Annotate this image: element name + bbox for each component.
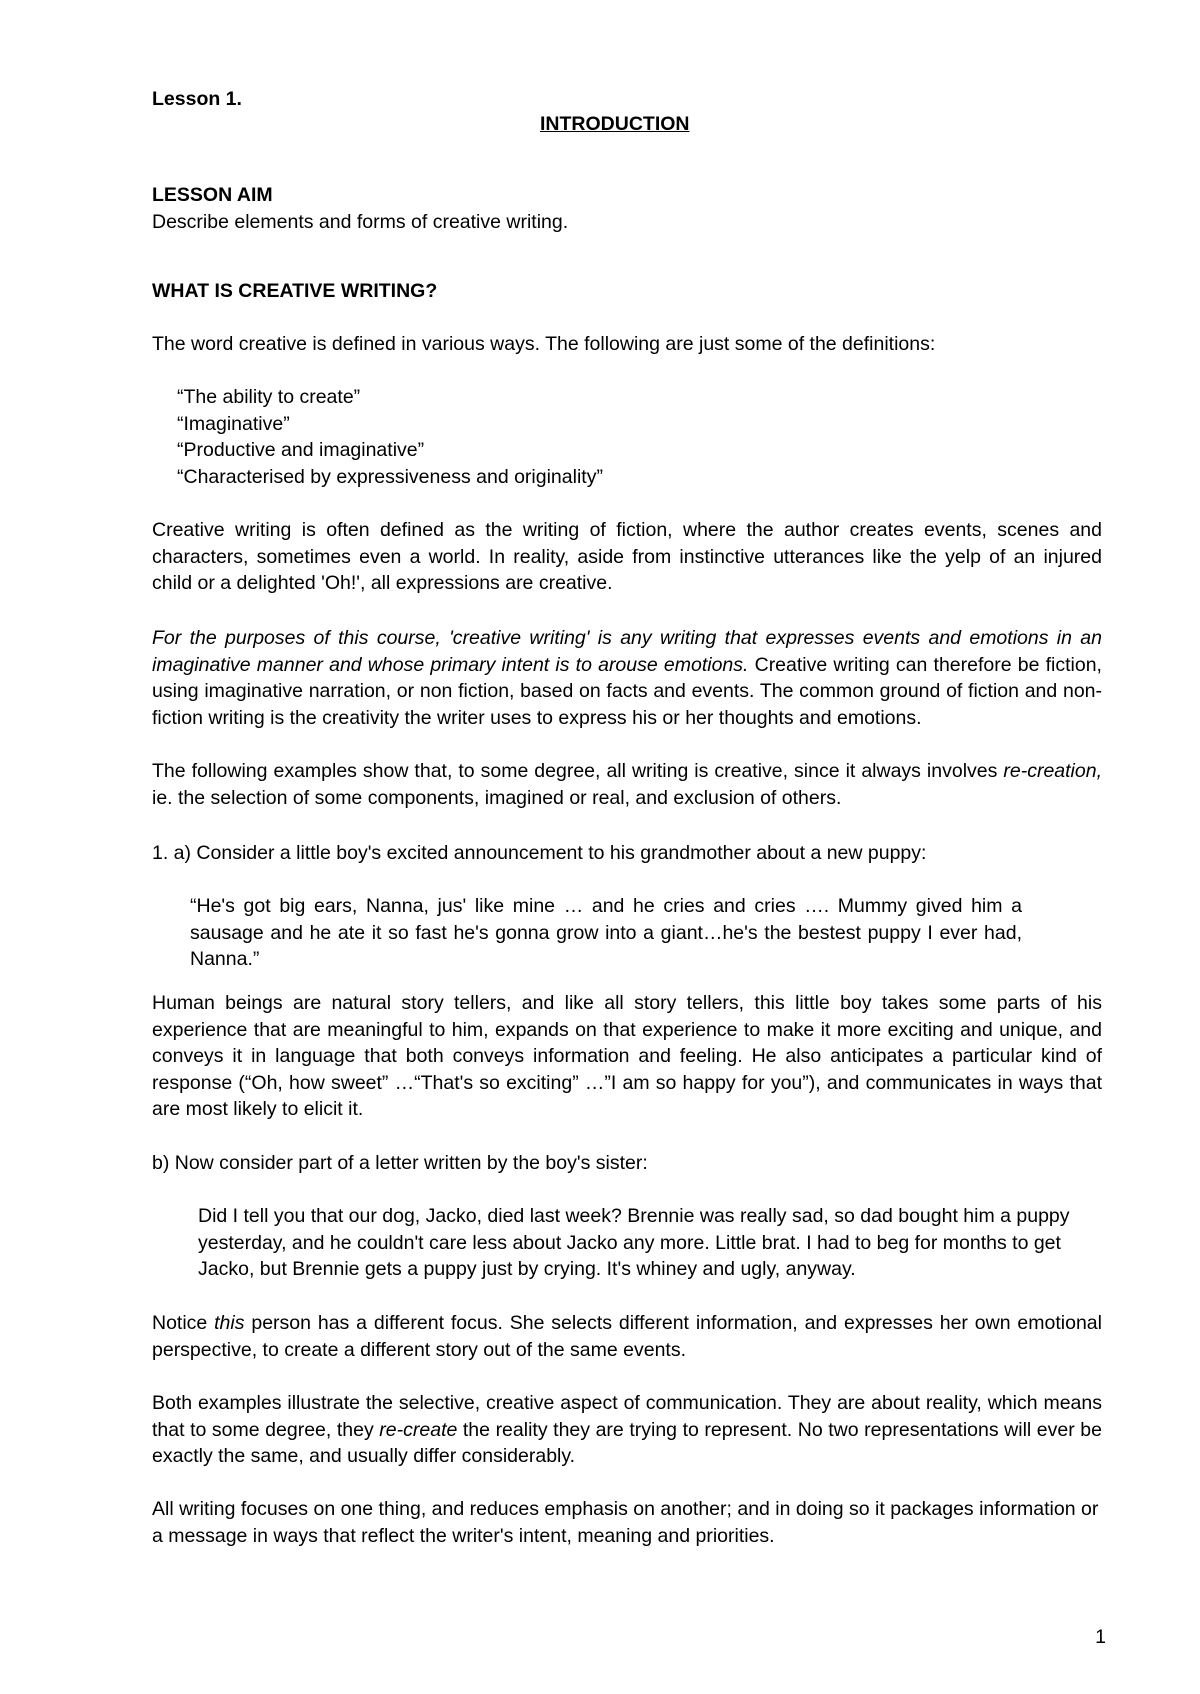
example-a-label: 1. a) Consider a little boy's excited announcement to his grandmother about a new puppy: [152,842,927,864]
both-examples-paragraph [152,1390,1102,1470]
notice-text-end: person has a different focus. She selects different information, and expresses her own emotional perspective, to create a different story out of the same events. [152,1312,1102,1361]
page-number: 1 [1095,1626,1106,1648]
example-b-label: b) Now consider part of a letter written by the boy's sister: [152,1152,648,1174]
definitions-list [177,384,603,490]
section-heading: WHAT IS CREATIVE WRITING? [152,280,438,302]
lesson-aim-text: Describe elements and forms of creative writing. [152,211,569,233]
examples-text-start: The following examples show that, to some degree, all writing is creative, since it always involves [152,760,1004,782]
both-text-start: Both examples illustrate the selective, creative aspect of communication. They are about reality, which means that to some degree, they [152,1392,1102,1441]
purpose-paragraph [152,625,1102,731]
storytellers-paragraph: Human beings are natural story tellers, and like all story tellers, this little boy takes some parts of his experience that are meaningful to him, expands on that experience to make it more exciting and unique, and conveys it in language that both conveys information and feeling. He also anticipates a particular kind of response (“Oh, how sweet” …“That's so exciting” …”I am so happy for you”), and communicates in ways that are most likely to elicit it. [152,992,1102,1120]
purpose-definition: For the purposes of this course, 'creative writing' is any writing that expresses events and emotions in an imaginative manner and whose primary intent is to arouse emotions. [152,627,1102,676]
examples-emphasis: re-creation, [1003,760,1102,782]
definition-item: “Characterised by expressiveness and originality” [177,465,603,488]
notice-emphasis: this [214,1312,245,1334]
both-text-end: the reality they are trying to represent. No two representations will ever be exactly the same, and usually differ considerably. [152,1418,1102,1467]
example-b-letter: Did I tell you that our dog, Jacko, died last week? Brennie was really sad, so dad bought him a puppy yesterday, and he couldn't care less about Jacko any more. Little brat. I had to beg for months to get Jacko, but Brennie gets a puppy just by crying. It's whiney and ugly, anyway. [198,1205,1070,1280]
definition-item: “The ability to create” [177,386,361,408]
definition-item: “Imaginative” [177,412,290,435]
purpose-rest: Creative writing can therefore be fiction, using imaginative narration, or non fiction, based on facts and events. The common ground of fiction and non-fiction writing is the creativity the writer uses to express his or her thoughts and emotions. [152,653,1102,729]
example-a-quote: “He's got big ears, Nanna, jus' like mine … and he cries and cries …. Mummy gived him a sausage and he ate it so fast he's gonna grow into a giant…he's the bestest puppy I ever had, Nanna.” [190,895,1022,970]
examples-text-end: ie. the selection of some components, imagined or real, and exclusion of others. [152,786,842,809]
examples-paragraph [152,758,1102,811]
intro-paragraph: The word creative is defined in various ways. The following are just some of the definitions: [152,333,936,355]
notice-paragraph [152,1310,1102,1363]
page-title: INTRODUCTION [540,113,690,135]
fiction-paragraph: Creative writing is often defined as the writing of fiction, where the author creates events, scenes and characters, sometimes even a world. In reality, aside from instinctive utterances like the yelp of an injured child or a delighted 'Oh!', all expressions are creative. [152,519,1102,594]
definition-item: “Productive and imaginative” [177,439,425,461]
lesson-label: Lesson 1. [152,88,242,110]
both-emphasis: re-create [379,1418,458,1441]
all-writing-paragraph: All writing focuses on one thing, and reduces emphasis on another; and in doing so it packages information or a message in ways that reflect the writer's intent, meaning and priorities. [152,1498,1099,1547]
notice-text-start: Notice [152,1312,215,1334]
lesson-aim-heading: LESSON AIM [152,184,273,206]
